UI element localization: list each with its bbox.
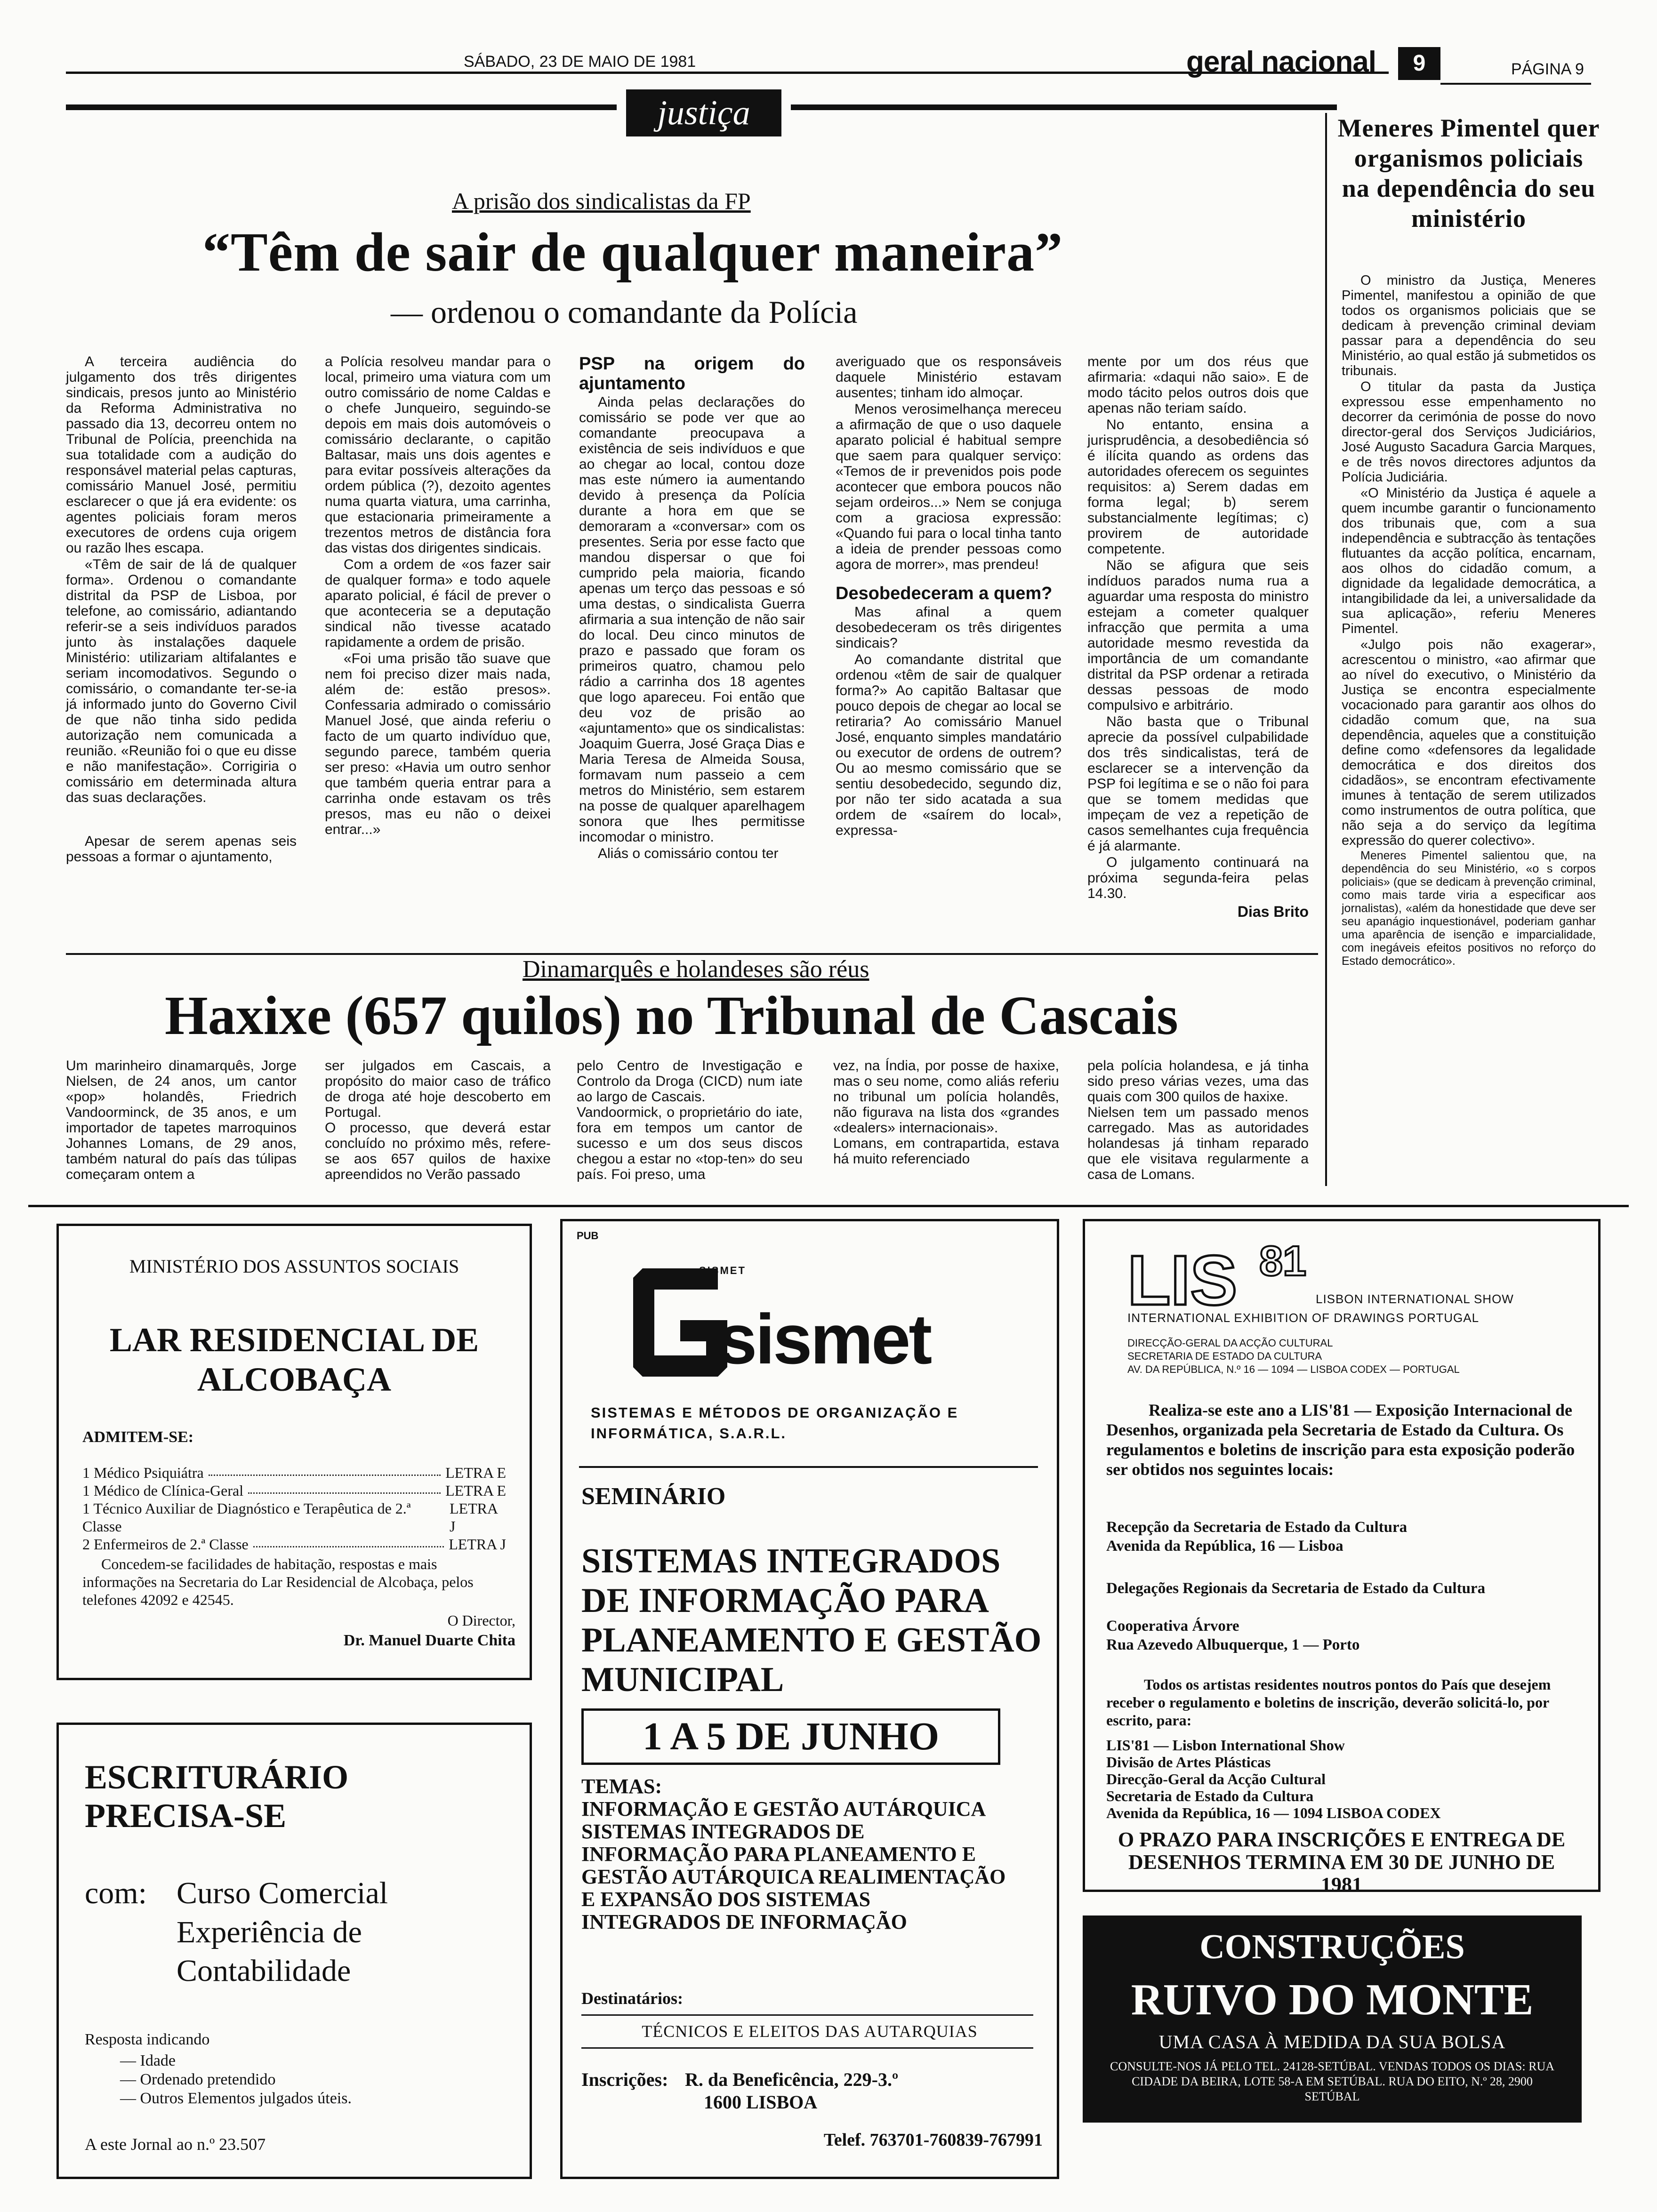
ad-escriturario xyxy=(56,1723,532,2179)
paragraph: a Polícia resolveu mandar para o local, primeiro uma viatura com um outro comissário de nome Caldas e o chefe Junqueiro, seguindo-se depois em mais dois automóveis o comissário declarante, o capitão Baltasar, mais uns dois agentes e para evitar possíveis alterações da ordem pública (?), dezoito agentes numa quarta viatura, uma carrinha, que estacionaria primeiramente a trezentos metros de distância fora das vistas dos dirigentes sindicais. xyxy=(325,354,551,556)
themes-list: INFORMAÇÃO E GESTÃO AUTÁRQUICA SISTEMAS INTEGRADOS DE INFORMAÇÃO PARA PLANEAMENTO E GESTÃO AUTÁRQUICA REALIMENTAÇÃO E EXPANSÃO DOS SISTEMAS INTEGRADOS DE INFORMAÇÃO xyxy=(581,1797,1006,1933)
paragraph: Ainda pelas declarações do comissário se pode ver que ao comandante preocupava a existência de seis indivíduos e que ao chegar ao local, contou doze mas este número ia aumentando devido à presença da Polícia durante a hora em que se demoraram a «conversar» com os presentes. Seria por esse facto que mandou dispersar o que foi cumprido pela maioria, ficando apenas um terço das pessoas e só uma destas, o sindicalista Guerra afirmaria a sua intenção de não sair do local. Deu cinco minutos de prazo e passado que foram os primeiros quatro, chamou pelo rádio a carrinha dos 18 agentes que logo apareceu. Foi então que deu voz de prisão ao «ajuntamento» que os sindicalistas: Joaquim Guerra, José Graça Dias e Maria Teresa de Almeida Sousa, formavam num passeio a cem metros do Ministério, sem estarem na posse de qualquer aparelhagem sonora que lhes permitisse incomodar o ministro. xyxy=(579,394,805,845)
paragraph: Não basta que o Tribunal aprecie da possível culpabilidade dos três sindicalistas, terá de esclarecer se a intervenção da PSP foi legítima e se o não foi para que se tomem medidas que impeçam de vez a repetição de casos semelhantes cuja frequência é já alarmante. xyxy=(1087,714,1309,854)
position-label: 1 Médico de Clínica-Geral xyxy=(82,1482,244,1499)
show-subtitle: INTERNATIONAL EXHIBITION OF DRAWINGS PORTUGAL xyxy=(1127,1311,1480,1325)
ad-note: Concedem-se facilidades de habitação, respostas e mais informações na Secretaria do Lar Residencial de Alcobaça, pelos telefones 42092 e 42545. xyxy=(82,1555,474,1608)
list-item: — Ordenado pretendido xyxy=(120,2071,276,2088)
column-subhead: PSP na origem do ajuntamento xyxy=(579,354,805,393)
article-kicker: A prisão dos sindicalistas da FP xyxy=(452,188,751,214)
ad-positions xyxy=(82,1464,506,1609)
address-line: 1600 LISBOA xyxy=(704,2092,818,2113)
phone: Telef. 763701-760839-767991 xyxy=(823,2130,1043,2150)
paragraph: Não se afigura que seis indíduos parados numa rua a aguardar uma resposta do ministro estejam a cometer qualquer infracção que permita a uma autoridade mesmo revestida da importância de um comandante distrital da PSP ordenar a retirada dessas pessoas de modo compulsivo e arbitrário. xyxy=(1087,558,1309,713)
paragraph: O julgamento continuará na próxima segunda-feira pelas 14.30. xyxy=(1087,855,1309,901)
article-column-3 xyxy=(579,354,805,862)
recipients-label: Destinatários: xyxy=(581,1989,683,2008)
article-column-1 xyxy=(66,354,297,866)
position-grade: LETRA J xyxy=(450,1500,498,1535)
position-grade: LETRA J xyxy=(449,1536,506,1553)
issue-date: SÁBADO, 23 DE MAIO DE 1981 xyxy=(464,53,696,71)
position-grade: LETRA E xyxy=(445,1482,506,1499)
list-item: — Outros Elementos julgados úteis. xyxy=(120,2090,352,2107)
banner-rule-right xyxy=(791,104,1337,110)
paragraph: Ao comandante distrital que ordenou «têm de sair de qualquer forma?» Ao capitão Baltasar que pouco depois de chegar ao local se retiraria? Ao comissário Manuel José, enquanto simples mandatário ou executor de ordens de outrem? Ou ao mesmo comissário que se sentiu desobedecido, segundo diz, por não ter sido acatada a sua ordem de «saírem do local», expressa- xyxy=(836,652,1062,838)
page-number: PÁGINA 9 xyxy=(1511,60,1584,78)
paragraph: Meneres Pimentel salientou que, na dependência do seu Ministério, «o s corpos policiais» (que se dedicam à prevenção criminal, como mais tarde viria a especificar aos jornalistas), «além da honestidade que deve ser seu apanágio inquestionável, poderiam ganhar uma aparência de isenção e imparcialidade, com inegáveis efeitos positivos no reforço do Estado democrático». xyxy=(1342,849,1596,968)
ad-brand: RUIVO DO MONTE xyxy=(1131,1975,1534,2024)
deadline: O PRAZO PARA INSCRIÇÕES E ENTREGA DE DESENHOS TERMINA EM 30 DE JUNHO DE 1981 xyxy=(1118,1828,1566,1896)
seminar-label: SEMINÁRIO xyxy=(581,1483,726,1510)
second-column-1: Um marinheiro dinamarquês, Jorge Nielsen, de 24 anos, um cantor «pop» holandês, Friedrich Vandoorminck, de 35 anos, e um importador de tapetes marroquinos Johannes Lomans, de 29 anos, também natural do país das túlipas começaram ontem a xyxy=(66,1058,297,1182)
location: Cooperativa Árvore Rua Azevedo Albuquerque, 1 — Porto xyxy=(1106,1618,1360,1653)
ad-lis81 xyxy=(1083,1219,1601,1896)
themes-label: TEMAS: xyxy=(581,1775,662,1798)
list-item: — Idade xyxy=(120,2052,176,2069)
masthead: geral nacional xyxy=(1186,46,1376,78)
article-headline: “Têm de sair de qualquer maneira” xyxy=(202,221,1063,283)
paragraph: Mas afinal a quem desobedeceram os três dirigentes sindicais? xyxy=(836,604,1062,651)
mail-address: LIS'81 — Lisbon International Show Divisão de Artes Plásticas Direcção-Geral da Acção Cultural Secretaria de Estado da Cultura Avenida da República, 16 — 1094 LISBOA CODEX xyxy=(1106,1737,1441,1821)
brand-tagline: SISTEMAS E MÉTODOS DE ORGANIZAÇÃO E INFORMÁTICA, S.A.R.L. xyxy=(591,1404,959,1442)
lis-logo: LIS xyxy=(1127,1241,1238,1320)
ad-requirement: Curso Comercial xyxy=(177,1876,388,1910)
ad-requirement: Experiência de Contabilidade xyxy=(177,1915,362,1988)
paragraph: «Têm de sair de lá de qualquer forma». Ordenou o comandante distrital da PSP de Lisboa, por telefone, ao comissário, adiantando referir-se a seis indivíduos parados junto às instalações daquele Ministério: utilizariam altifalantes e seriam incomodativos. Segundo o comissário, o comandante ter-se-ia já informado junto do Governo Civil de que não tinha sido pedida autorização nem comunicada a reunião. «Reunião foi o que eu disse e não manifestação». Corrigiria o comissário em determinada altura das suas declarações. xyxy=(66,557,297,805)
position-label: 1 Médico Psiquiátra xyxy=(82,1464,204,1481)
second-column-3: pelo Centro de Investigação e Controlo da Droga (CICD) num iate ao largo de Cascais. Vandoormick, o proprietário do iate, fora em tempos um cantor de sucesso e um dos seus discos chegou a estar no «top-ten» do seu país. Foi preso, uma xyxy=(577,1058,803,1182)
org-line: AV. DA REPÚBLICA, N.º 16 — 1094 — LISBOA CODEX — PORTUGAL xyxy=(1127,1363,1460,1375)
position-row xyxy=(82,1482,506,1499)
ad-title: ESCRITURÁRIO PRECISA-SE xyxy=(85,1758,349,1835)
second-column-4: vez, na Índia, por posse de haxixe, mas o seu nome, como aliás referiu no tribunal um polícia holandês, não figurava na lista dos «grandes «dealers» internacionais». Lomans, em contrapartida, estava há muito referenciado xyxy=(833,1058,1059,1167)
logo-small-text: SISMET xyxy=(699,1265,746,1276)
paragraph: Com a ordem de «os fazer sair de qualquer forma» e todo aquele aparato policial, é fácil de prever o que aconteceria se a deputação sindical não tivesse acatado rapidamente a ordem de prisão. xyxy=(325,557,551,650)
second-column-2: ser julgados em Cascais, a propósito do maior caso de tráfico de droga até hoje descoberto em Portugal. O processo, que deverá estar concluído no próximo mês, refere-se aos 657 quilos de haxixe apreendidos no Verão passado xyxy=(325,1058,551,1182)
paragraph: No entanto, ensina a jurisprudência, a desobediência só é ilícita quando as ordens das autoridades oferecem os seguintes requisitos: a) Serem dadas em forma legal; b) serem substancialmente legítimas; c) provirem de autoridade competente. xyxy=(1087,417,1309,557)
position-label: 2 Enfermeiros de 2.ª Classe xyxy=(82,1536,249,1553)
ad-organizer xyxy=(1127,1337,1460,1376)
ad-sign-name: Dr. Manuel Duarte Chita xyxy=(343,1632,515,1649)
lis-logo-year: 81 xyxy=(1259,1238,1307,1285)
masthead-badge: 9 xyxy=(1398,47,1440,80)
paragraph: mente por um dos réus que afirmaria: «daqui não saio». E de modo tácito pelos outros dois que apenas não teriam saído. xyxy=(1087,354,1309,416)
paragraph: Apesar de serem apenas seis pessoas a formar o ajuntamento, xyxy=(66,834,297,865)
recipients: TÉCNICOS E ELEITOS DAS AUTARQUIAS xyxy=(642,2022,978,2041)
ad-intro: Realiza-se este ano a LIS'81 — Exposição Internacional de Desenhos, organizada pela Secretaria de Estado da Cultura. Os regulamentos e boletins de inscrição para esta exposição poderão ser obtidos nos seguintes locais: xyxy=(1106,1401,1575,1479)
ad-reply: Resposta indicando xyxy=(85,2031,210,2048)
column-subhead: Desobedeceram a quem? xyxy=(836,584,1053,603)
ad-line: CONSTRUÇÕES xyxy=(1199,1928,1465,1966)
article-column-5 xyxy=(1087,354,1309,920)
banner-rule-left xyxy=(66,104,617,110)
paragraph: «O Ministério da Justiça é aquele a quem incumbe garantir o funcionamento dos tribunais que, com a sua independência e subtracção às tentações flutuantes da acção política, encarnam, aos olhos do cidadão comum, a dignidade da legalidade democrática, a intangibilidade da lei, a universalidade da sua aplicação», referiu Meneres Pimentel. xyxy=(1342,486,1596,636)
ad-with: com: xyxy=(85,1876,147,1910)
article-subhead: — ordenou o comandante da Polícia xyxy=(391,294,858,330)
position-label: 1 Técnico Auxiliar de Diagnóstico e Terapêutica de 2.ª Classe xyxy=(82,1500,411,1535)
inscr-label: Inscrições: xyxy=(581,2069,668,2090)
paragraph: A terceira audiência do julgamento dos três dirigentes sindicais, presos junto ao Ministério da Reforma Administrativa no passado dia 13, decorreu ontem no Tribunal de Polícia, preenchida na sua totalidade com a audição do responsável material pelas capturas, comissário Manuel José, permitiu esclarecer o que já era evidente: os agentes policiais foram meros executores de ordens cuja origem ou razão lhes escapa. xyxy=(66,354,297,556)
position-row xyxy=(82,1535,506,1553)
ad-reply-items xyxy=(120,2052,352,2108)
paragraph: O ministro da Justiça, Meneres Pimentel, manifestou a opinião de que todos os organismos policiais que se dedicam à prevenção criminal deviam passar para a dependência do seu Ministério, ao qual estão já submetidos os tribunais. xyxy=(1342,273,1596,378)
ad-instructions: Todos os artistas residentes noutros pontos do País que desejem receber o regulamento e boletins de inscrição, deverão solicitá-lo, por escrito, para: xyxy=(1106,1676,1551,1729)
location: Recepção da Secretaria de Estado da Cultura Avenida da República, 16 — Lisboa xyxy=(1106,1519,1408,1555)
ad-sign-role: O Director, xyxy=(447,1612,515,1629)
ad-divider xyxy=(581,2014,1033,2016)
position-row xyxy=(82,1464,506,1482)
paragraph: Menos verosimelhança mereceu a afirmação de que o uso daquele aparato policial é habitual sempre que saem para qualquer serviço: «Temos de ir prevenidos pois pode acontecer que embora poucos não sejam ordeiros...» Nem se conjuga com a graciosa expressão: «Quando fui para o local tinha tanto a ideia de prender pessoas como agora de morrer», mas prendeu! xyxy=(836,401,1062,572)
paragraph: O titular da pasta da Justiça expressou esse empenhamento no decorrer da cerimónia de posse do novo director-geral dos Serviços Judiciários, José Augusto Sacadura Garcia Marques, e de três novos directores adjuntos da Polícia Judiciária. xyxy=(1342,379,1596,485)
ad-ruivo-do-monte xyxy=(1083,1915,1582,2123)
ad-pub-label: PUB xyxy=(577,1230,599,1242)
second-kicker: Dinamarquês e holandeses são réus xyxy=(523,956,869,983)
brand-name: sismet xyxy=(718,1299,931,1378)
ad-title: LAR RESIDENCIAL DE ALCOBAÇA xyxy=(109,1321,479,1398)
position-row xyxy=(82,1499,506,1535)
paragraph: «Julgo pois não exagerar», acrescentou o ministro, «ao afirmar que ao nível do executivo, o Ministério da Justiça se encontra especialmente vocacionado para garantir aos olhos do cidadão comum que, na sua dependência, aqueles que a constituição define como «defensores da legalidade democrática e dos direitos dos cidadãos», se encontram efectivamente imunes à tentação de serem utilizados como instrumentos de outra política, que não seja a do serviço da legítima expressão do querer colectivo». xyxy=(1342,637,1596,848)
ad-slogan: UMA CASA À MEDIDA DA SUA BOLSA xyxy=(1158,2031,1506,2052)
second-headline: Haxixe (657 quilos) no Tribunal de Cascais xyxy=(165,985,1178,1046)
section-banner: justiça xyxy=(626,89,781,136)
article-column-4 xyxy=(836,354,1062,839)
org-line: DIRECÇÃO-GERAL DA ACÇÃO CULTURAL xyxy=(1127,1337,1333,1349)
ad-sismet xyxy=(560,1219,1059,2179)
ad-lar-residencial xyxy=(56,1224,532,1680)
article-column-2 xyxy=(325,354,551,838)
side-headline: Meneres Pimentel quer organismos policiais na dependência do seu ministério xyxy=(1337,114,1600,232)
seminar-dates: 1 A 5 DE JUNHO xyxy=(581,1708,1000,1765)
side-column xyxy=(1342,273,1596,969)
ad-ministry: MINISTÉRIO DOS ASSUNTOS SOCIAIS xyxy=(129,1256,459,1277)
paragraph: Aliás o comissário contou ter xyxy=(598,846,779,861)
second-column-5: pela polícia holandesa, e já tinha sido preso várias vezes, uma das quais com 300 quilos de haxixe. Nielsen tem um passado menos carregado. Mas as autoridades holandesas já tinham reparado que ele visitava regularmente a casa de Lomans. xyxy=(1087,1058,1309,1182)
seminar-title: SISTEMAS INTEGRADOS DE INFORMAÇÃO PARA PLANEAMENTO E GESTÃO MUNICIPAL xyxy=(581,1542,1042,1699)
ad-divider xyxy=(579,1466,1038,1468)
column-divider xyxy=(1325,113,1327,1186)
address-line: R. da Beneficência, 229-3.º xyxy=(685,2069,899,2090)
ad-contact: CONSULTE-NOS JÁ PELO TEL. 24128-SETÚBAL. VENDAS TODOS OS DIAS: RUA CIDADE DA BEIRA, LOTE 58-A EM SETÚBAL. RUA DO EITO, N.º 28, 2900 SETÚBAL xyxy=(1110,2060,1555,2103)
byline: Dias Brito xyxy=(1237,903,1309,920)
section-divider xyxy=(66,953,1318,955)
paragraph: «Foi uma prisão tão suave que nem foi preciso dizer mais nada, além de: estão presos». Confessaria admirado o comissário Manuel José, que ainda referiu o facto de um quarto indivíduo que, segundo parece, também queria ser preso: «Havia um outro senhor que também queria entrar para a carrinha onde estavam os três presos, mas eu não o deixei entrar...» xyxy=(325,651,551,837)
ad-divider xyxy=(581,2047,1033,2049)
ad-admit: ADMITEM-SE: xyxy=(82,1428,194,1446)
location: Delegações Regionais da Secretaria de Estado da Cultura xyxy=(1106,1580,1486,1597)
show-name: LISBON INTERNATIONAL SHOW xyxy=(1316,1292,1514,1306)
position-grade: LETRA E xyxy=(445,1464,506,1481)
org-line: SECRETARIA DE ESTADO DA CULTURA xyxy=(1127,1350,1322,1362)
paragraph: averiguado que os responsáveis daquele Ministério estavam ausentes; tinham ido almoçar. xyxy=(836,354,1062,401)
ad-footer: A este Jornal ao n.º 23.507 xyxy=(85,2135,266,2154)
ads-divider xyxy=(28,1205,1629,1207)
header-rule-right xyxy=(1440,83,1591,85)
